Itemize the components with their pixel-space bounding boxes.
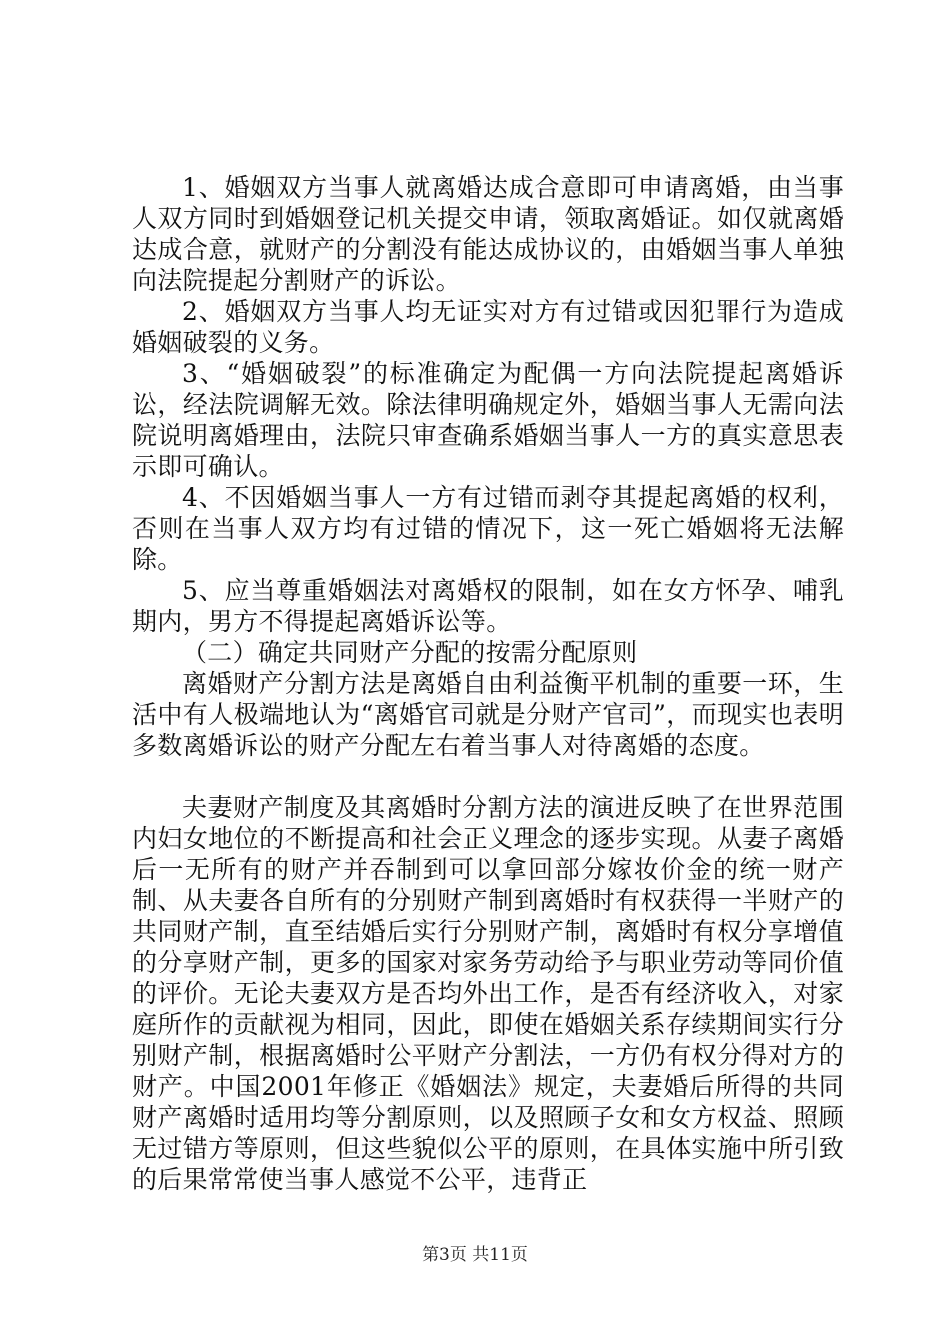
section-heading: （二）确定共同财产分配的按需分配原则: [182, 638, 638, 667]
paragraph-item-2: 2、婚姻双方当事人均无证实对方有过错或因犯罪行为造成婚姻破裂的义务。: [132, 297, 844, 357]
paragraph-item-5: 5、应当尊重婚姻法对离婚权的限制，如在女方怀孕、哺乳期内，男方不得提起离婚诉讼等。: [132, 576, 844, 636]
document-body: [132, 172, 844, 1195]
page-footer: 第3页 共11页: [422, 1245, 528, 1265]
paragraph-item-3: 3、“婚姻破裂”的标准确定为配偶一方向法院提起离婚诉讼，经法院调解无效。除法律明确规定外，婚姻当事人无需向法院说明离婚理由，法院只审查确系婚姻当事人一方的真实意思表示即可确认。: [132, 359, 844, 481]
paragraph-property-division: 离婚财产分割方法是离婚自由利益衡平机制的重要一环，生活中有人极端地认为“离婚官司就是分财产官司”，而现实也表明多数离婚诉讼的财产分配左右着当事人对待离婚的态度。: [132, 669, 844, 760]
paragraph-property-system: 夫妻财产制度及其离婚时分割方法的演进反映了在世界范围内妇女地位的不断提高和社会正义理念的逐步实现。从妻子离婚后一无所有的财产并吞制到可以拿回部分嫁妆价金的统一财产制、从夫妻各自所有的分别财产制到离婚时有权获得一半财产的共同财产制，直至结婚后实行分别财产制，离婚时有权分享增值的分享财产制，更多的国家对家务劳动给予与职业劳动等同价值的评价。无论夫妻双方是否均外出工作，是否有经济收入，对家庭所作的贡献视为相同，因此，即使在婚姻关系存续期间实行分别财产制，根据离婚时公平财产分割法，一方仍有权分得对方的财产。中国2001年修正《婚姻法》规定，夫妻婚后所得的共同财产离婚时适用均等分割原则，以及照顾子女和女方权益、照顾无过错方等原则，但这些貌似公平的原则，在具体实施中所引致的后果常常使当事人感觉不公平，违背正: [132, 793, 844, 1194]
paragraph-item-1: 1、婚姻双方当事人就离婚达成合意即可申请离婚，由当事人双方同时到婚姻登记机关提交申请，领取离婚证。如仅就离婚达成合意，就财产的分割没有能达成协议的，由婚姻当事人单独向法院提起分割财产的诉讼。: [132, 173, 844, 295]
paragraph-item-4: 4、不因婚姻当事人一方有过错而剥夺其提起离婚的权利，否则在当事人双方均有过错的情况下，这一死亡婚姻将无法解除。: [132, 483, 844, 574]
